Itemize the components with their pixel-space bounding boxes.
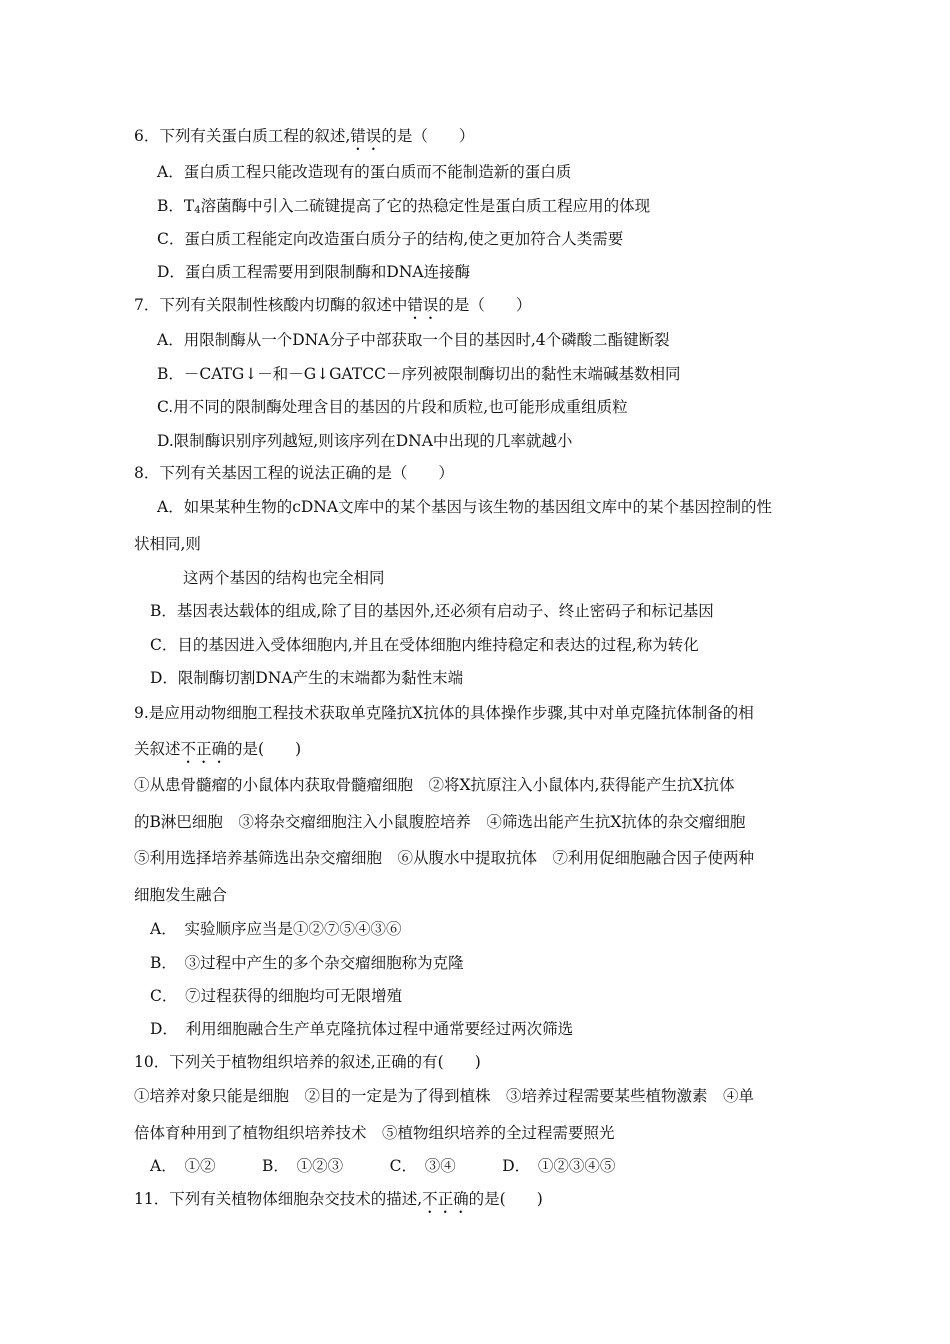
emphasis-mark: 错误 <box>350 127 382 145</box>
question-10-stem: 10．下列关于植物组织培养的叙述,正确的有( ) <box>134 1053 481 1071</box>
question-9-steps-line2: 的B淋巴细胞 ③将杂交瘤细胞注入小鼠腹腔培养 ④筛选出能产生抗X抗体的杂交瘤细胞 <box>134 813 746 831</box>
question-9-option-a: A． 实验顺序应当是①②⑦⑤④③⑥ <box>150 920 402 938</box>
question-6-option-b: B．$T_4$溶菌酶中引入二硫键提高了它的热稳定性是蛋白质工程应用的体现 <box>157 197 651 216</box>
question-6-stem: 6．下列有关蛋白质工程的叙述,错误的是（ ） <box>134 127 475 145</box>
question-10-steps-line2: 倍体育种用到了植物组织培养技术 ⑤植物组织培养的全过程需要照光 <box>134 1124 615 1142</box>
question-9-option-b: B． ③过程中产生的多个杂交瘤细胞称为克隆 <box>150 954 464 972</box>
question-7-option-b: B．－CATG↓－和－G↓GATCC－序列被限制酶切出的黏性末端碱基数相同 <box>157 365 681 383</box>
question-9-option-c: C． ⑦过程获得的细胞均可无限增殖 <box>150 987 403 1005</box>
question-10-steps-line1: ①培养对象只能是细胞 ②目的一定是为了得到植株 ③培养过程需要某些植物激素 ④单 <box>134 1087 755 1105</box>
question-8-option-a-line3: 这两个基因的结构也完全相同 <box>183 569 385 587</box>
question-7-stem: 7．下列有关限制性核酸内切酶的叙述中错误的是（ ） <box>134 296 532 314</box>
question-8-option-c: C．目的基因进入受体细胞内,并且在受体细胞内维持稳定和表达的过程,称为转化 <box>150 636 699 654</box>
question-7-option-a: A．用限制酶从一个DNA分子中部获取一个目的基因时,4个磷酸二酯键断裂 <box>157 331 670 349</box>
question-6-option-c: C．蛋白质工程能定向改造蛋白质分子的结构,使之更加符合人类需要 <box>157 230 624 248</box>
question-9-stem-line2: 关叙述不正确的是( ) <box>134 740 302 758</box>
question-10-options: A． ①② B． ①②③ C． ③④ D． ①②③④⑤ <box>150 1157 616 1175</box>
question-9-option-d: D． 利用细胞融合生产单克隆抗体过程中通常要经过两次筛选 <box>150 1020 574 1038</box>
question-9-steps-line1: ①从患骨髓瘤的小鼠体内获取骨髓瘤细胞 ②将X抗原注入小鼠体内,获得能产生抗X抗体 <box>134 776 735 794</box>
question-8-option-b: B．基因表达载体的组成,除了目的基因外,还必须有启动子、终止密码子和标记基因 <box>150 602 714 620</box>
emphasis-mark: 不正确 <box>422 1190 469 1208</box>
question-11-stem: 11．下列有关植物体细胞杂交技术的描述,不正确的是( ) <box>134 1190 543 1208</box>
question-7-option-c: C.用不同的限制酶处理含目的基因的片段和质粒,也可能形成重组质粒 <box>157 398 628 416</box>
question-9-stem-line1: 9.是应用动物细胞工程技术获取单克隆抗X抗体的具体操作步骤,其中对单克隆抗体制备的相 <box>134 704 754 722</box>
question-9-steps-line4: 细胞发生融合 <box>134 886 228 904</box>
question-8-option-d: D．限制酶切割DNA产生的末端都为黏性末端 <box>150 669 464 687</box>
question-8-option-a-line1: A．如果某种生物的cDNA文库中的某个基因与该生物的基因组文库中的某个基因控制的性 <box>157 498 773 516</box>
question-8-option-a-line2: 状相同,则 <box>134 535 201 553</box>
emphasis-mark: 不正确 <box>180 740 228 758</box>
question-6-option-a: A．蛋白质工程只能改造现有的蛋白质而不能制造新的蛋白质 <box>157 163 572 181</box>
question-9-steps-line3: ⑤利用选择培养基筛选出杂交瘤细胞 ⑥从腹水中提取抗体 ⑦利用促细胞融合因子使两种 <box>134 849 755 867</box>
question-6-option-d: D．蛋白质工程需要用到限制酶和DNA连接酶 <box>157 263 471 281</box>
emphasis-mark: 错误 <box>407 296 439 314</box>
question-8-stem: 8．下列有关基因工程的说法正确的是（ ） <box>134 464 454 482</box>
question-7-option-d: D.限制酶识别序列越短,则该序列在DNA中出现的几率就越小 <box>157 432 573 450</box>
